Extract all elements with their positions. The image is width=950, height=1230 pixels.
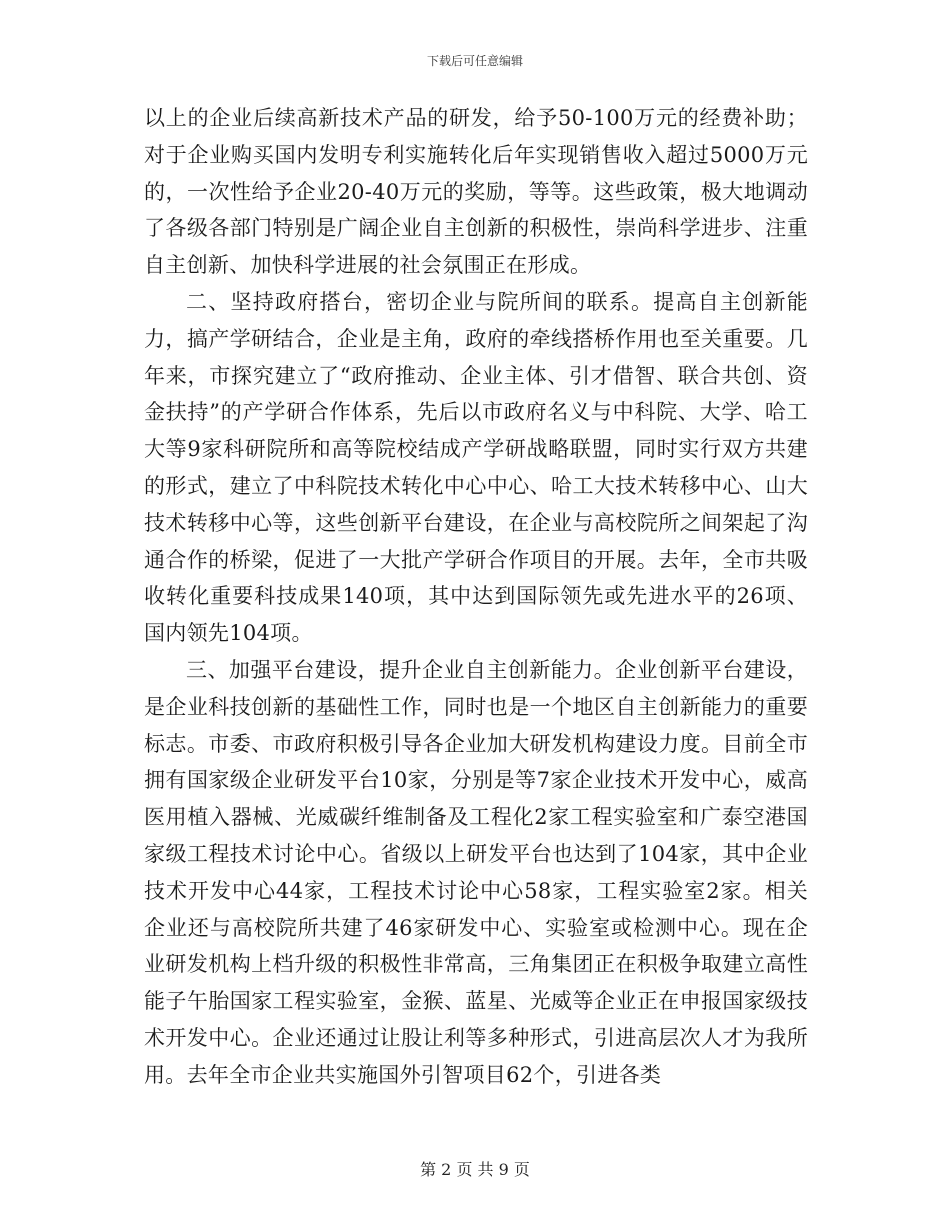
page-number-footer: 第 2 页 共 9 页	[420, 1160, 530, 1179]
paragraph-3: 三、加强平台建设，提升企业自主创新能力。企业创新平台建设，是企业科技创新的基础性工作，同时也是一个地区自主创新能力的重要标志。市委、市政府积极引导各企业加大研发机构建设力度。目前全市拥有国家级企业研发平台10家，分别是等7家企业技术开发中心，威高医用植入器械、光威碳纤维制备及工程化2家工程实验室和广泰空港国家级工程技术讨论中心。省级以上研发平台也达到了104家，其中企业技术开发中心44家，工程技术讨论中心58家，工程实验室2家。相关企业还与高校院所共建了46家研发中心、实验室或检测中心。现在企业研发机构上档升级的积极性非常高，三角集团正在积极争取建立高性能子午胎国家工程实验室，金猴、蓝星、光威等企业正在申报国家级技术开发中心。企业还通过让股让利等多种形式，引进高层次人才为我所用。去年全市企业共实施国外引智项目62个，引进各类	[144, 657, 808, 1087]
document-body	[144, 100, 808, 1094]
paragraph-1: 以上的企业后续高新技术产品的研发，给予50-100万元的经费补助；对于企业购买国内发明专利实施转化后年实现销售收入超过5000万元的，一次性给予企业20-40万元的奖励，等等。这些政策，极大地调动了各级各部门特别是广阔企业自主创新的积极性，崇尚科学进步、注重自主创新、加快科学进展的社会氛围正在形成。	[144, 106, 808, 278]
paragraph-2: 二、坚持政府搭台，密切企业与院所间的联系。提高自主创新能力，搞产学研结合，企业是主角，政府的牵线搭桥作用也至关重要。几年来，市探究建立了“政府推动、企业主体、引才借智、联合共创、资金扶持”的产学研合作体系，先后以市政府名义与中科院、大学、哈工大等9家科研院所和高等院校结成产学研战略联盟，同时实行双方共建的形式，建立了中科院技术转化中心中心、哈工大技术转移中心、山大技术转移中心等，这些创新平台建设，在企业与高校院所之间架起了沟通合作的桥梁，促进了一大批产学研合作项目的开展。去年，全市共吸收转化重要科技成果140项，其中达到国际领先或先进水平的26项、国内领先104项。	[144, 289, 808, 646]
page-header: 下载后可任意编辑	[426, 54, 523, 68]
